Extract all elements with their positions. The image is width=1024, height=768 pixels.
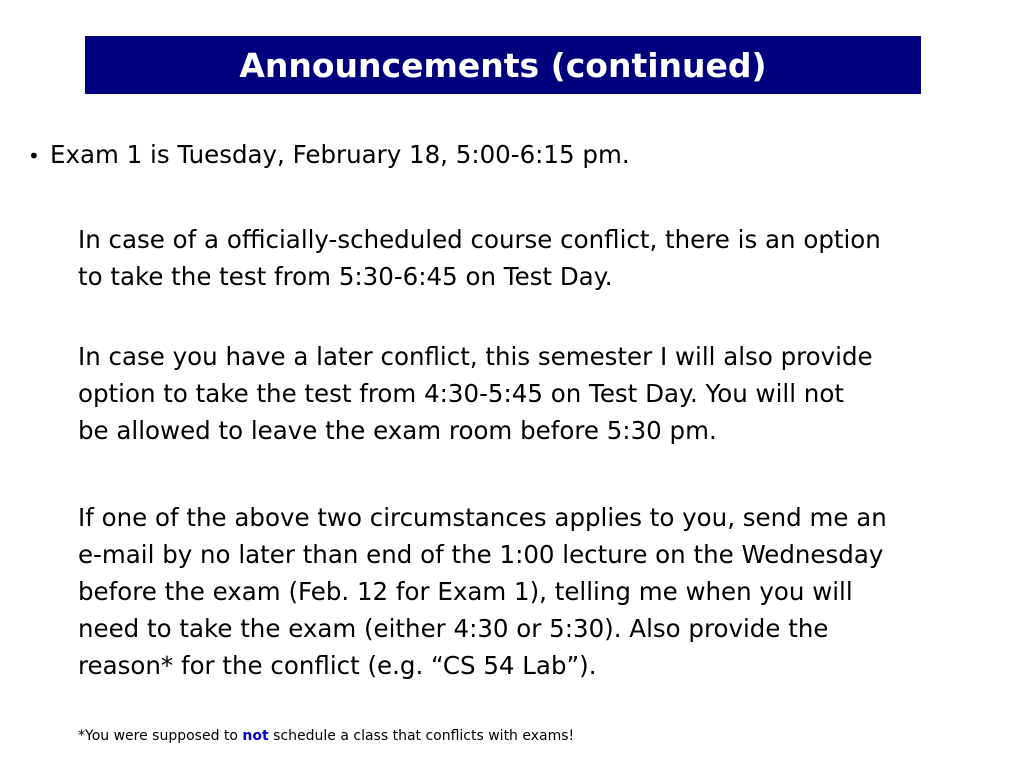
bullet-item <box>28 137 630 174</box>
paragraph-line: In case of a officially-scheduled course conflict, there is an option <box>78 225 881 254</box>
paragraph-line: before the exam (Feb. 12 for Exam 1), telling me when you will <box>78 577 853 606</box>
paragraph-line: need to take the exam (either 4:30 or 5:30). Also provide the <box>78 614 829 643</box>
paragraph-line: In case you have a later conflict, this semester I will also provide <box>78 342 873 371</box>
paragraph-later-conflict <box>78 338 1008 449</box>
footnote-after: schedule a class that conflicts with exams! <box>268 728 575 744</box>
paragraph-line: to take the test from 5:30-6:45 on Test Day. <box>78 262 613 291</box>
paragraph-email-instructions <box>78 499 1008 684</box>
footnote-before: *You were supposed to <box>78 728 243 744</box>
bullet-text: Exam 1 is Tuesday, February 18, 5:00-6:15 pm. <box>50 140 630 169</box>
title-bar <box>85 36 921 94</box>
paragraph-line: be allowed to leave the exam room before 5:30 pm. <box>78 416 717 445</box>
bullet-icon: • <box>28 144 40 168</box>
paragraph-line: option to take the test from 4:30-5:45 on Test Day. You will not <box>78 379 844 408</box>
slide-title: Announcements (continued) <box>239 45 767 85</box>
paragraph-course-conflict <box>78 221 1008 295</box>
paragraph-line: e-mail by no later than end of the 1:00 lecture on the Wednesday <box>78 540 884 569</box>
footnote <box>78 726 574 746</box>
paragraph-line: If one of the above two circumstances applies to you, send me an <box>78 503 887 532</box>
paragraph-line: reason* for the conflict (e.g. “CS 54 Lab”). <box>78 651 597 680</box>
footnote-emphasis: not <box>242 728 269 744</box>
